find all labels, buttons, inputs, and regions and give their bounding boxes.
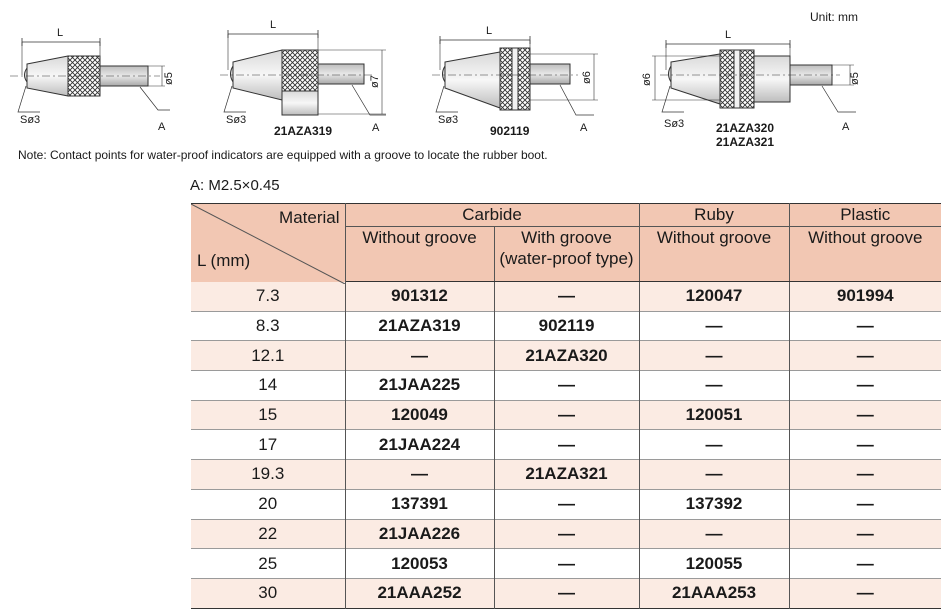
- ruby-cell: —: [639, 311, 789, 341]
- l-dimension-label: L: [269, 19, 277, 31]
- sphere-label: Sø3: [438, 114, 459, 126]
- group-header-plastic: Plastic: [789, 204, 941, 227]
- subheader-carbide-with-groove: With groove (water-proof type): [494, 227, 639, 282]
- table-row: [191, 578, 941, 608]
- plastic-cell: —: [789, 460, 941, 490]
- contact-point-table: [191, 203, 941, 609]
- carbide-with-groove-cell: —: [494, 519, 639, 549]
- ruby-cell: 120055: [639, 549, 789, 579]
- subheader-carbide-without-groove: Without groove: [345, 227, 494, 282]
- carbide-with-groove-cell: —: [494, 371, 639, 401]
- carbide-with-groove-cell: —: [494, 430, 639, 460]
- length-cell: 7.3: [191, 282, 345, 312]
- sphere-label: Sø3: [226, 114, 247, 126]
- model-label: 21AZA321: [716, 135, 775, 149]
- diameter-label: ø6: [581, 71, 593, 84]
- carbide-with-groove-cell: —: [494, 282, 639, 312]
- contact-point-drawing-3: [432, 25, 598, 138]
- model-label: 21AZA319: [274, 124, 333, 138]
- l-dimension-label: L: [56, 27, 64, 39]
- plastic-cell: —: [789, 489, 941, 519]
- waterproof-note: Note: Contact points for water-proof indicators are equipped with a groove to locate the rubber boot.: [18, 148, 548, 162]
- model-label: 21AZA320: [716, 121, 775, 135]
- carbide-without-groove-cell: 137391: [345, 489, 494, 519]
- carbide-without-groove-cell: —: [345, 460, 494, 490]
- carbide-without-groove-cell: 21AZA319: [345, 311, 494, 341]
- thread-a-label: A: [158, 121, 166, 133]
- ruby-cell: 120047: [639, 282, 789, 312]
- carbide-with-groove-cell: —: [494, 489, 639, 519]
- carbide-without-groove-cell: 21AAA252: [345, 578, 494, 608]
- ruby-cell: 137392: [639, 489, 789, 519]
- ruby-cell: —: [639, 341, 789, 371]
- plastic-cell: —: [789, 430, 941, 460]
- length-cell: 20: [191, 489, 345, 519]
- plastic-cell: —: [789, 311, 941, 341]
- l-dimension-label: L: [724, 29, 732, 41]
- diameter-label-left: ø6: [641, 73, 653, 86]
- contact-point-drawing-1: [10, 27, 175, 133]
- table-row: [191, 282, 941, 312]
- carbide-with-groove-cell: —: [494, 400, 639, 430]
- group-header-carbide: Carbide: [345, 204, 639, 227]
- table-row: [191, 371, 941, 401]
- carbide-with-groove-cell: 21AZA321: [494, 460, 639, 490]
- thread-a-label: A: [372, 122, 380, 134]
- contact-point-drawing-2: [220, 19, 386, 138]
- thread-spec: A: M2.5×0.45: [190, 177, 280, 194]
- length-cell: 8.3: [191, 311, 345, 341]
- unit-label: Unit: mm: [810, 10, 858, 24]
- ruby-cell: 21AAA253: [639, 578, 789, 608]
- length-cell: 22: [191, 519, 345, 549]
- length-cell: 17: [191, 430, 345, 460]
- plastic-cell: —: [789, 400, 941, 430]
- thread-a-label: A: [580, 122, 588, 134]
- carbide-with-groove-cell: —: [494, 578, 639, 608]
- length-cell: 30: [191, 578, 345, 608]
- ruby-cell: —: [639, 519, 789, 549]
- material-header-label: Material: [279, 208, 340, 227]
- carbide-without-groove-cell: 21JAA225: [345, 371, 494, 401]
- table-row: [191, 400, 941, 430]
- diameter-label-right: ø5: [849, 72, 861, 85]
- carbide-without-groove-cell: 21JAA226: [345, 519, 494, 549]
- l-dimension-label: L: [485, 25, 493, 37]
- sphere-label: Sø3: [664, 118, 685, 130]
- subheader-plastic-without-groove: Without groove: [789, 227, 941, 282]
- carbide-without-groove-cell: —: [345, 341, 494, 371]
- carbide-with-groove-cell: —: [494, 549, 639, 579]
- carbide-with-groove-cell: 21AZA320: [494, 341, 639, 371]
- model-label: 902119: [490, 124, 530, 138]
- subheader-ruby-without-groove: Without groove: [639, 227, 789, 282]
- ruby-cell: —: [639, 430, 789, 460]
- carbide-without-groove-cell: 901312: [345, 282, 494, 312]
- table-row: [191, 341, 941, 371]
- plastic-cell: —: [789, 371, 941, 401]
- ruby-cell: —: [639, 371, 789, 401]
- ruby-cell: 120051: [639, 400, 789, 430]
- length-cell: 12.1: [191, 341, 345, 371]
- plastic-cell: —: [789, 341, 941, 371]
- carbide-without-groove-cell: 21JAA224: [345, 430, 494, 460]
- length-cell: 14: [191, 371, 345, 401]
- plastic-cell: 901994: [789, 282, 941, 312]
- table-row: [191, 460, 941, 490]
- plastic-cell: —: [789, 549, 941, 579]
- ruby-cell: —: [639, 460, 789, 490]
- table-row: [191, 489, 941, 519]
- diameter-label: ø5: [163, 72, 175, 85]
- plastic-cell: —: [789, 519, 941, 549]
- table-row: [191, 519, 941, 549]
- length-cell: 15: [191, 400, 345, 430]
- table-row: [191, 430, 941, 460]
- contact-point-drawings: [0, 0, 943, 150]
- carbide-without-groove-cell: 120049: [345, 400, 494, 430]
- thread-a-label: A: [842, 121, 850, 133]
- table-row: [191, 549, 941, 579]
- carbide-without-groove-cell: 120053: [345, 549, 494, 579]
- carbide-with-groove-cell: 902119: [494, 311, 639, 341]
- length-header-label: L (mm): [197, 251, 251, 270]
- contact-point-drawing-4: [641, 29, 861, 149]
- group-header-ruby: Ruby: [639, 204, 789, 227]
- diameter-label: ø7: [369, 75, 381, 88]
- length-cell: 19.3: [191, 460, 345, 490]
- table-row: [191, 311, 941, 341]
- length-cell: 25: [191, 549, 345, 579]
- plastic-cell: —: [789, 578, 941, 608]
- table-corner-header: [191, 204, 345, 282]
- sphere-label: Sø3: [20, 114, 41, 126]
